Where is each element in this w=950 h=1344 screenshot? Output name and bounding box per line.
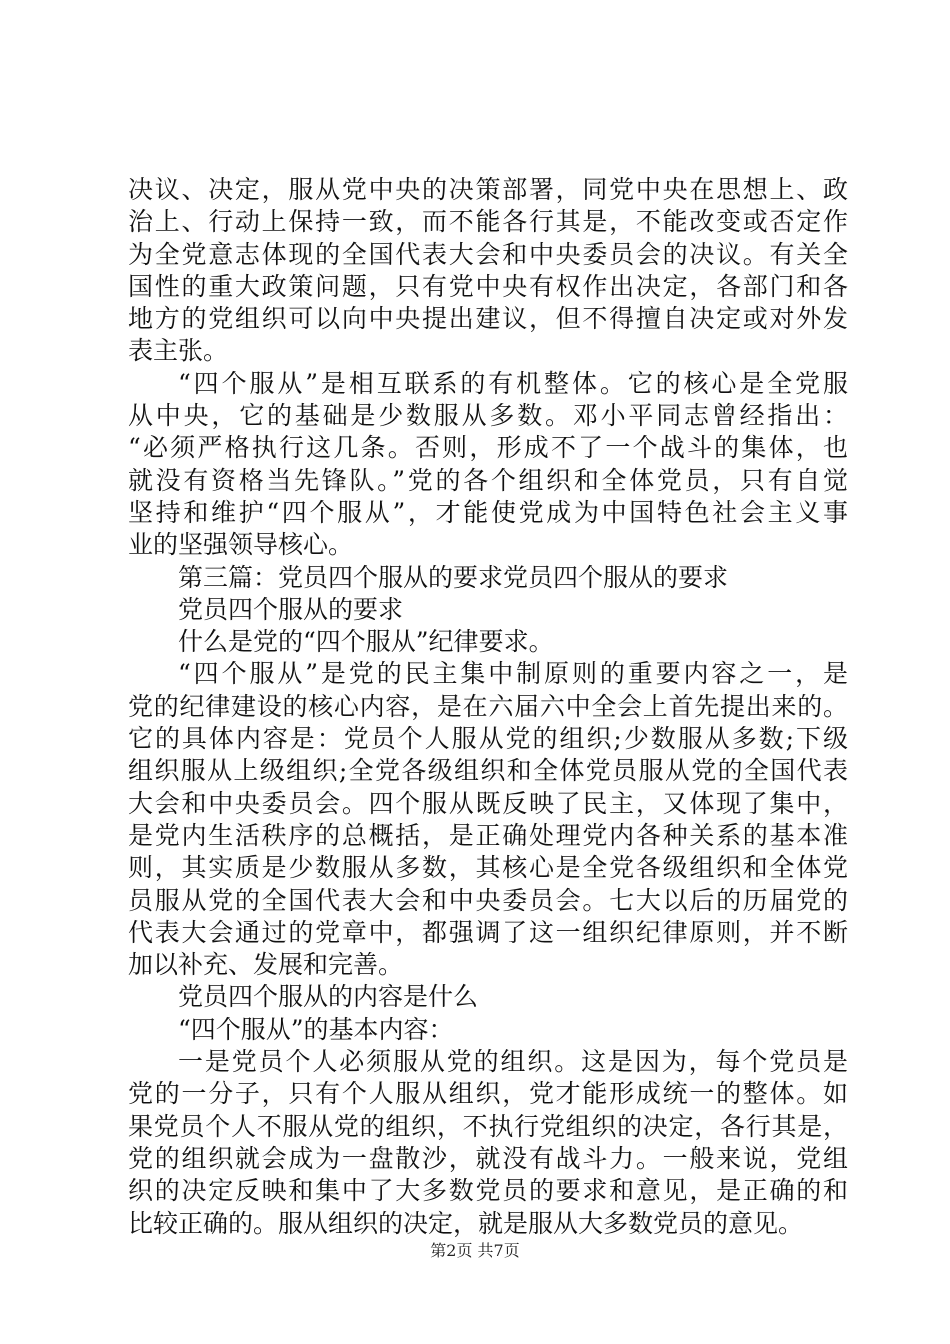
text-line: 员服从党的全国代表大会和中央委员会。七大以后的历届党的 bbox=[128, 885, 848, 915]
text-line: 从中央，它的基础是少数服从多数。邓小平同志曾经指出： bbox=[128, 401, 848, 431]
text-line: 是党内生活秩序的总概括，是正确处理党内各种关系的基本准 bbox=[128, 820, 848, 850]
text-line: 果党员个人不服从党的组织，不执行党组织的决定，各行其是， bbox=[128, 1111, 848, 1141]
text-line: “四个服从”是党的民主集中制原则的重要内容之一，是 bbox=[178, 659, 848, 689]
text-line: 治上、行动上保持一致，而不能各行其是，不能改变或否定作 bbox=[128, 207, 848, 237]
text-line: 党的一分子，只有个人服从组织，党才能形成统一的整体。如 bbox=[128, 1079, 848, 1109]
page-footer: 第2页 共7页 bbox=[430, 1241, 520, 1260]
text-line: 地方的党组织可以向中央提出建议，但不得擅自决定或对外发 bbox=[128, 304, 848, 334]
text-line: 表主张。 bbox=[128, 336, 229, 366]
text-line: 代表大会通过的党章中，都强调了这一组织纪律原则，并不断 bbox=[128, 917, 848, 947]
text-line: 组织服从上级组织;全党各级组织和全体党员服从党的全国代表 bbox=[128, 756, 848, 786]
text-line: 就没有资格当先锋队。”党的各个组织和全体党员，只有自觉 bbox=[128, 465, 848, 495]
text-line: 一是党员个人必须服从党的组织。这是因为，每个党员是 bbox=[178, 1047, 848, 1077]
text-line: 加以补充、发展和完善。 bbox=[128, 950, 404, 980]
text-line: 党的纪律建设的核心内容，是在六届六中全会上首先提出来的。 bbox=[128, 691, 848, 721]
text-line: 决议、决定，服从党中央的决策部署，同党中央在思想上、政 bbox=[128, 175, 848, 204]
text-line: “必须严格执行这几条。否则，形成不了一个战斗的集体，也 bbox=[128, 433, 848, 463]
text-line: “四个服从”是相互联系的有机整体。它的核心是全党服 bbox=[178, 368, 848, 398]
text-line: 大会和中央委员会。四个服从既反映了民主，又体现了集中， bbox=[128, 788, 848, 818]
text-line: 则，其实质是少数服从多数，其核心是全党各级组织和全体党 bbox=[128, 853, 848, 883]
text-line: 第三篇：党员四个服从的要求党员四个服从的要求 bbox=[178, 562, 729, 592]
text-line: 国性的重大政策问题，只有党中央有权作出决定，各部门和各 bbox=[128, 271, 848, 301]
text-line: 什么是党的“四个服从”纪律要求。 bbox=[178, 627, 554, 657]
text-line: 党员四个服从的内容是什么 bbox=[178, 982, 479, 1012]
text-line: 业的坚强领导核心。 bbox=[128, 530, 354, 560]
text-line: “四个服从”的基本内容： bbox=[178, 1014, 454, 1044]
text-line: 它的具体内容是：党员个人服从党的组织;少数服从多数;下级 bbox=[128, 724, 848, 754]
text-line: 为全党意志体现的全国代表大会和中央委员会的决议。有关全 bbox=[128, 239, 848, 269]
text-line: 织的决定反映和集中了大多数党员的要求和意见，是正确的和 bbox=[128, 1176, 848, 1206]
text-line: 党的组织就会成为一盘散沙，就没有战斗力。一般来说，党组 bbox=[128, 1143, 848, 1173]
text-line: 坚持和维护“四个服从”，才能使党成为中国特色社会主义事 bbox=[128, 497, 848, 527]
document-body bbox=[128, 174, 848, 1240]
text-line: 比较正确的。服从组织的决定，就是服从大多数党员的意见。 bbox=[128, 1208, 804, 1238]
text-line: 党员四个服从的要求 bbox=[178, 594, 404, 624]
